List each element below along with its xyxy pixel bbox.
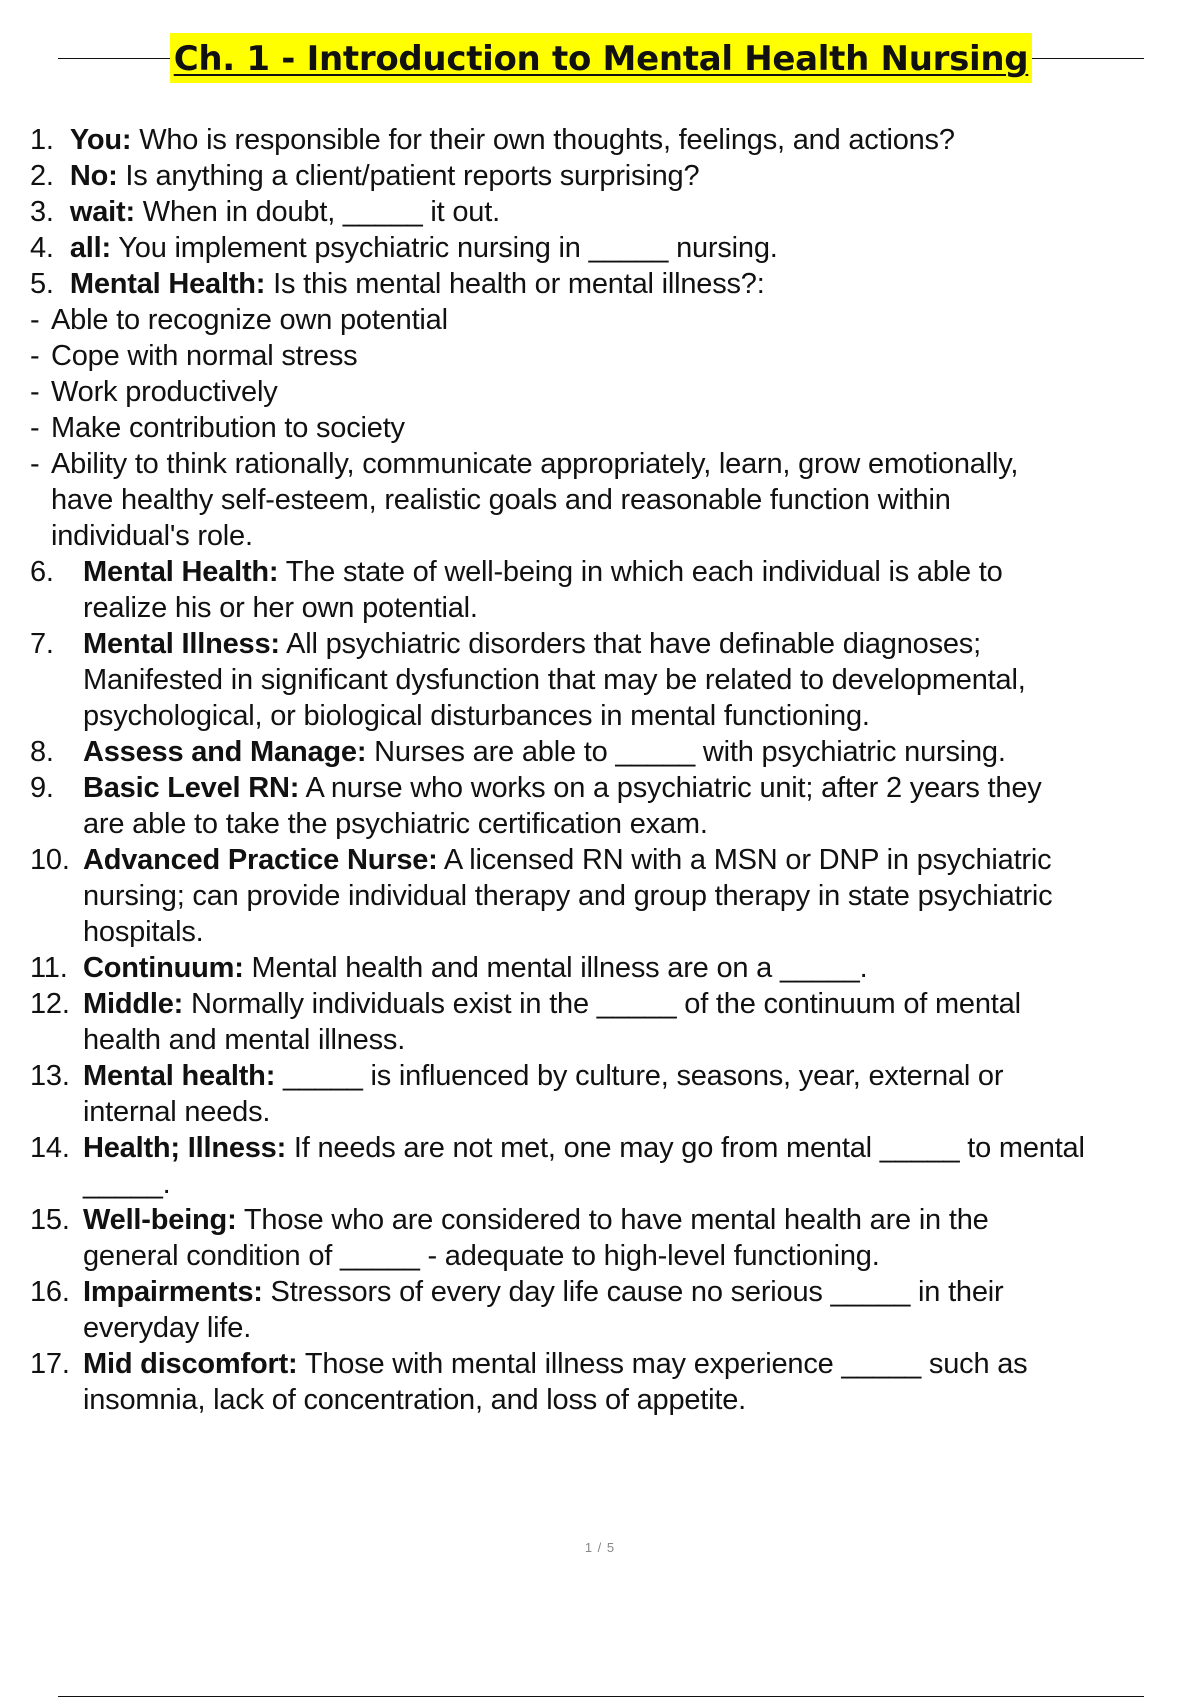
list-item <box>30 122 1190 158</box>
bullet-text: Cope with normal stress <box>51 340 358 372</box>
title-rule-right <box>1032 58 1144 59</box>
item-term: Mental Health: <box>83 556 279 588</box>
item-term: Mental Illness: <box>83 628 280 660</box>
list-item <box>30 842 1190 878</box>
item-term: You: <box>69 124 132 156</box>
item-text: A licensed RN with a MSN or DNP in psychiatric <box>437 844 1052 876</box>
item-term: Mid discomfort: <box>83 1348 298 1380</box>
page-title: Ch. 1 - Introduction to Mental Health Nursing <box>170 33 1033 83</box>
item-number: 8. <box>30 736 54 768</box>
bullet-item <box>30 302 1190 338</box>
item-term: all: <box>69 232 111 264</box>
item-number: 13. <box>30 1060 70 1092</box>
bullet-item <box>30 446 1190 482</box>
item-text: When in doubt, _____ it out. <box>134 196 500 228</box>
item-number: 17. <box>30 1348 70 1380</box>
list-item <box>30 1346 1190 1382</box>
item-text: Those with mental illness may experience _____ such as <box>297 1348 1028 1380</box>
item-term: wait: <box>69 196 135 228</box>
list-item <box>30 194 1190 230</box>
item-term: No: <box>69 160 118 192</box>
item-number: 7. <box>30 628 54 660</box>
item-text: Is this mental health or mental illness?: <box>265 268 765 300</box>
list-item <box>30 1274 1190 1310</box>
dash-marker: - <box>30 448 40 480</box>
list-item <box>30 986 1190 1022</box>
item-continuation: realize his or her own potential. <box>83 592 478 624</box>
bullet-item <box>30 374 1190 410</box>
item-number: 9. <box>30 772 54 804</box>
item-number: 2. <box>30 160 54 192</box>
item-number: 5. <box>30 268 54 300</box>
bottom-rule <box>58 1696 1144 1697</box>
item-text: All psychiatric disorders that have definable diagnoses; <box>279 628 981 660</box>
item-text: Those who are considered to have mental health are in the <box>236 1204 989 1236</box>
item-term: Health; Illness: <box>83 1132 287 1164</box>
question-list <box>30 122 1190 1418</box>
item-number: 6. <box>30 556 54 588</box>
item-continuation: Manifested in significant dysfunction that may be related to developmental, <box>83 664 1026 696</box>
item-text: You implement psychiatric nursing in _____ nursing. <box>110 232 778 264</box>
item-number: 11. <box>30 952 68 984</box>
bullet-text: Ability to think rationally, communicate appropriately, learn, grow emotionally, <box>51 448 1019 480</box>
item-term: Mental health: <box>83 1060 276 1092</box>
item-text: Is anything a client/patient reports surprising? <box>117 160 700 192</box>
item-term: Middle: <box>83 988 184 1020</box>
item-text: Nurses are able to _____ with psychiatric nursing. <box>366 736 1006 768</box>
list-item <box>30 770 1190 806</box>
item-text: Mental health and mental illness are on a _____. <box>243 952 868 984</box>
item-text: Who is responsible for their own thoughts, feelings, and actions? <box>131 124 955 156</box>
list-item <box>30 158 1190 194</box>
item-text: If needs are not met, one may go from mental _____ to mental <box>286 1132 1085 1164</box>
bullet-item <box>30 338 1190 374</box>
item-continuation: general condition of _____ - adequate to high-level functioning. <box>83 1240 880 1272</box>
list-item <box>30 230 1190 266</box>
bullet-continuation: individual's role. <box>51 520 253 552</box>
dash-marker: - <box>30 304 40 336</box>
item-term: Mental Health: <box>69 268 266 300</box>
item-number: 14. <box>30 1132 70 1164</box>
list-item <box>30 1130 1190 1166</box>
item-number: 1. <box>30 124 54 156</box>
bullet-text: Able to recognize own potential <box>51 304 448 336</box>
item-continuation: _____. <box>83 1168 171 1200</box>
item-term: Well-being: <box>83 1204 237 1236</box>
list-item <box>30 1058 1190 1094</box>
bullet-continuation: have healthy self-esteem, realistic goals and reasonable function within <box>51 484 951 516</box>
list-item <box>30 626 1190 662</box>
item-text: Normally individuals exist in the _____ of the continuum of mental <box>183 988 1021 1020</box>
item-text: The state of well-being in which each individual is able to <box>278 556 1003 588</box>
item-continuation: psychological, or biological disturbances in mental functioning. <box>83 700 870 732</box>
item-continuation: hospitals. <box>83 916 204 948</box>
list-item <box>30 1202 1190 1238</box>
item-continuation: are able to take the psychiatric certification exam. <box>83 808 708 840</box>
page-title-row <box>58 28 1144 88</box>
item-term: Impairments: <box>83 1276 263 1308</box>
item-continuation: nursing; can provide individual therapy and group therapy in state psychiatric <box>83 880 1053 912</box>
bullet-text: Make contribution to society <box>51 412 405 444</box>
item-text: _____ is influenced by culture, seasons, year, external or <box>275 1060 1004 1092</box>
page-indicator: 1 / 5 <box>584 1540 616 1555</box>
dash-marker: - <box>30 376 40 408</box>
item-text: Stressors of every day life cause no serious _____ in their <box>262 1276 1004 1308</box>
item-continuation: health and mental illness. <box>83 1024 406 1056</box>
item-term: Advanced Practice Nurse: <box>83 844 438 876</box>
list-item <box>30 734 1190 770</box>
item-number: 10. <box>30 844 70 876</box>
item-number: 12. <box>30 988 70 1020</box>
item-number: 15. <box>30 1204 70 1236</box>
item-term: Assess and Manage: <box>83 736 367 768</box>
item-term: Basic Level RN: <box>83 772 300 804</box>
bullet-text: Work productively <box>51 376 278 408</box>
item-continuation: everyday life. <box>83 1312 252 1344</box>
dash-marker: - <box>30 412 40 444</box>
bullet-item <box>30 410 1190 446</box>
item-term: Continuum: <box>83 952 244 984</box>
item-continuation: insomnia, lack of concentration, and loss of appetite. <box>83 1384 747 1416</box>
item-number: 16. <box>30 1276 70 1308</box>
item-number: 4. <box>30 232 54 264</box>
item-continuation: internal needs. <box>83 1096 271 1128</box>
list-item <box>30 554 1190 590</box>
list-item <box>30 266 1190 302</box>
dash-marker: - <box>30 340 40 372</box>
title-rule-left <box>58 58 170 59</box>
item-text: A nurse who works on a psychiatric unit; after 2 years they <box>299 772 1042 804</box>
list-item <box>30 950 1190 986</box>
item-number: 3. <box>30 196 54 228</box>
